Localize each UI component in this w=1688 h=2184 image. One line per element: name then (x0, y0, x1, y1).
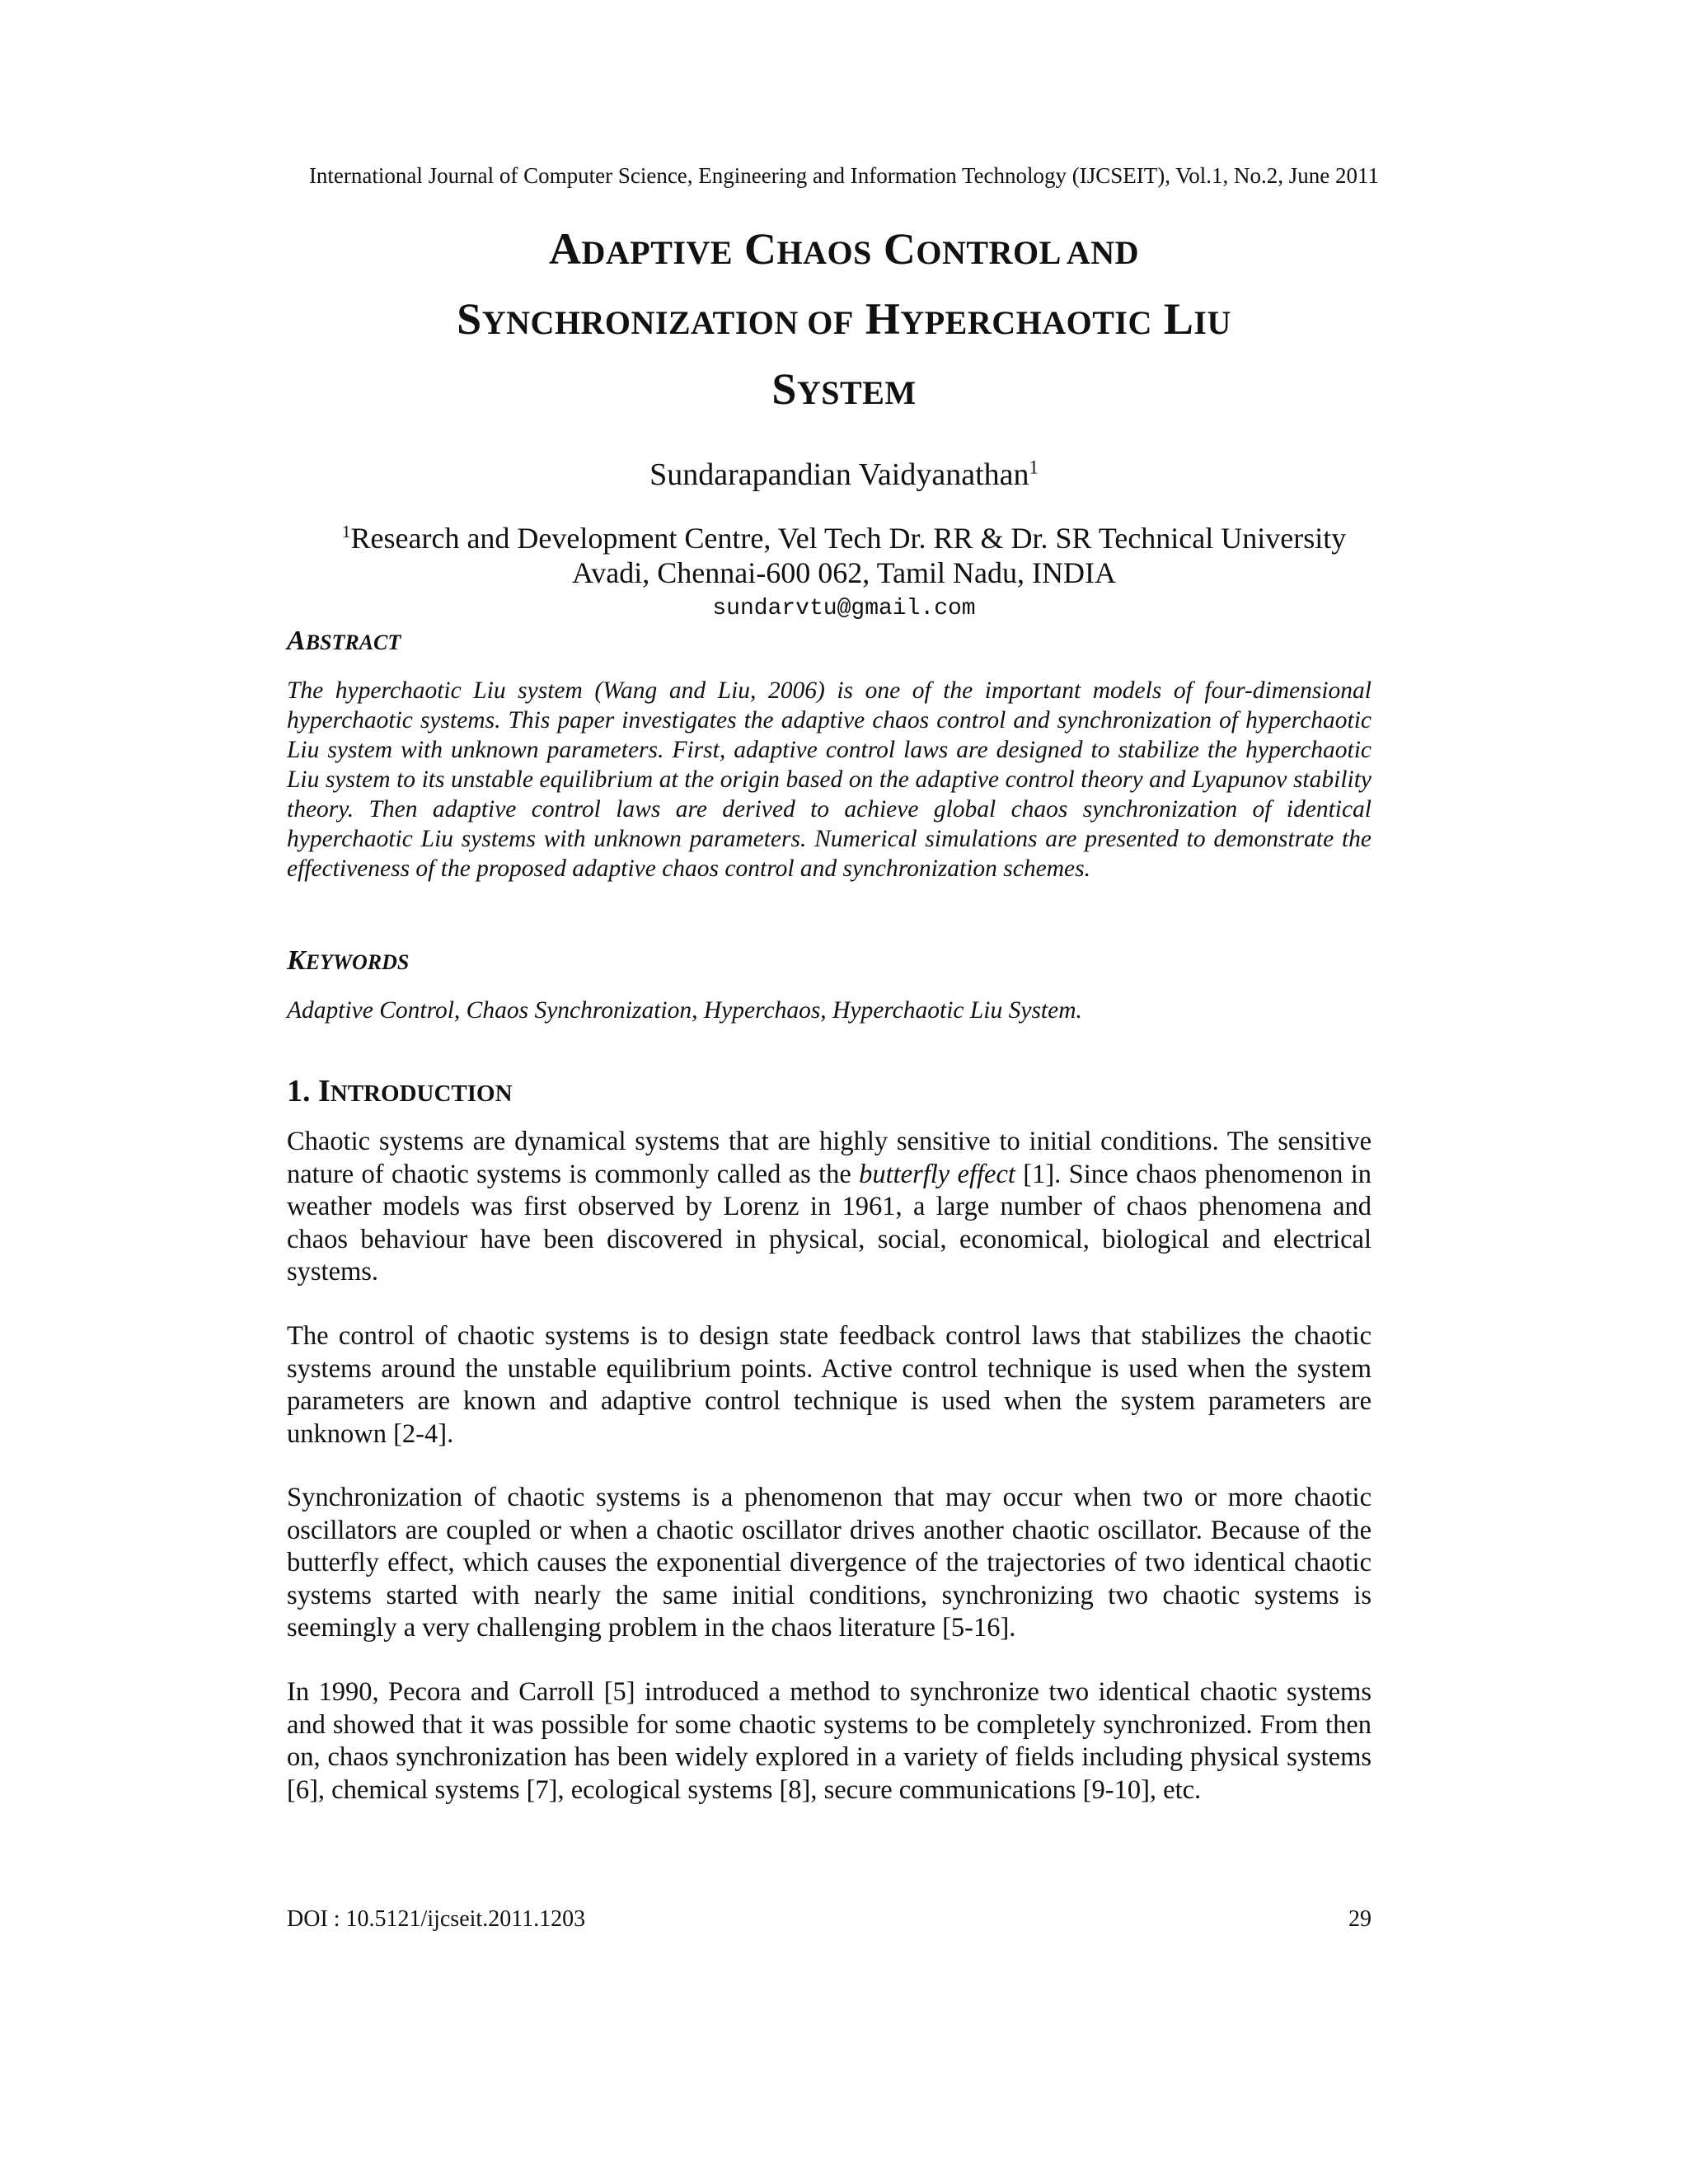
affiliation-line-2: Avadi, Chennai-600 062, Tamil Nadu, INDIA (571, 556, 1117, 589)
author-email: sundarvtu@gmail.com (712, 596, 976, 621)
title-line-3: SYSTEM (771, 364, 917, 414)
keywords-heading: KEYWORDS (287, 945, 410, 976)
abstract-text: The hyperchaotic Liu system (Wang and Liu, 2006) is one of the important models of four-dimensional hyperchaotic systems. This paper investigates the adaptive chaos control and synchronization of hyperchaotic Liu system with unknown parameters. First, adaptive control laws are designed to stabilize the hyperchaotic Liu system to its unstable equilibrium at the origin based on the adaptive control theory and Lyapunov stability theory. Then adaptive control laws are derived to achieve global chaos synchronization of identical hyperchaotic Liu systems with unknown parameters. Numerical simulations are presented to demonstrate the effectiveness of the proposed adaptive chaos control and synchronization schemes. (287, 677, 1372, 882)
affiliation-superscript: 1 (341, 522, 351, 541)
keywords-text: Adaptive Control, Chaos Synchronization, Hyperchaos, Hyperchaotic Liu System. (287, 997, 1082, 1024)
author-name: Sundarapandian Vaidyanathan$^1$ (649, 457, 1039, 492)
intro-paragraph-1: Chaotic systems are dynamical systems that are highly sensitive to initial conditions. The sensitive nature of chaotic systems is commonly called as the butterfly effect [1]. Since chaos phenomenon in weather models was first observed by Lorenz in 1961, a large number of chaos phenomena and chaos behaviour have been discovered in physical, social, economical, biological and electrical systems. (287, 1127, 1372, 1286)
intro-paragraph-2: The control of chaotic systems is to design state feedback control laws that stabilizes the chaotic systems around the unstable equilibrium points. Active control technique is used when the system parameters are known and adaptive control technique is used when the system parameters are unknown [2-4]. (287, 1321, 1372, 1449)
author-superscript: 1 (1029, 457, 1039, 478)
running-header: International Journal of Computer Science, Engineering and Information Technology (IJCSEIT), Vol.1, No.2, June 2011 (308, 163, 1380, 188)
title-line-2: SYNCHRONIZATION OF HYPERCHAOTIC LIU (457, 294, 1231, 344)
title-line-1: ADAPTIVE CHAOS CONTROL AND (549, 224, 1139, 274)
intro-paragraph-4: In 1990, Pecora and Carroll [5] introduced a method to synchronize two identical chaotic systems and showed that it was possible for some chaotic systems to be completely synchronized. From then on, chaos synchronization has been widely explored in a variety of fields including physical systems [6], chemical systems [7], ecological systems [8], secure communications [9-10], etc. (287, 1677, 1372, 1805)
footer-doi: DOI : 10.5121/ijcseit.2011.1203 (287, 1906, 586, 1932)
affiliation-line-1: $^1$Research and Development Centre, Vel Tech Dr. RR & Dr. SR Technical University (341, 522, 1347, 555)
abstract-heading: ABSTRACT (287, 626, 401, 656)
paper-title (247, 216, 1441, 426)
affiliation (247, 521, 1441, 590)
introduction-heading: 1. INTRODUCTION (287, 1074, 513, 1108)
butterfly-effect-term: butterfly effect (859, 1159, 1015, 1189)
intro-paragraph-3: Synchronization of chaotic systems is a phenomenon that may occur when two or more chaotic oscillators are coupled or when a chaotic oscillator drives another chaotic oscillator. Because of the butterfly effect, which causes the exponential divergence of the trajectories of two identical chaotic systems started with nearly the same initial conditions, synchronizing two chaotic systems is seemingly a very challenging problem in the chaos literature [5-16]. (287, 1483, 1372, 1643)
page-number: 29 (1348, 1906, 1372, 1932)
